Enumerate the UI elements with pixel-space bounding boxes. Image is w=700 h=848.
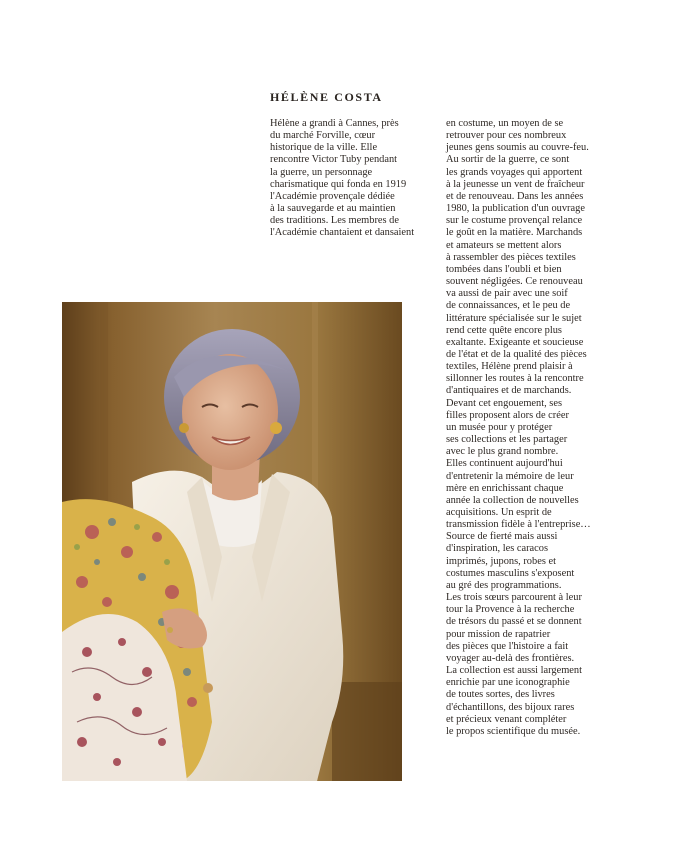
- text-line: avec le plus grand nombre.: [446, 446, 559, 458]
- text-line: costumes masculins s'exposent: [446, 567, 575, 579]
- text-line: et de renouveau. Dans les années: [446, 190, 584, 202]
- text-column-right: [446, 118, 646, 738]
- text-line: mère en enrichissant chaque: [446, 482, 564, 494]
- text-line: Devant cet engouement, ses: [446, 397, 562, 409]
- text-line: et amateurs se mettent alors: [446, 239, 562, 251]
- text-line: exaltante. Exigeante et soucieuse: [446, 336, 584, 348]
- text-line: en costume, un moyen de se: [446, 118, 564, 129]
- text-line: pour mission de rapatrier: [446, 628, 551, 640]
- text-line: charismatique qui fonda en 1919: [270, 178, 407, 190]
- text-line: des pièces que l'histoire a fait: [446, 640, 569, 652]
- text-line: sillonner les routes à la rencontre: [446, 373, 584, 385]
- text-line: souvent négligées. Ce renouveau: [446, 276, 583, 288]
- text-line: Elles continuent aujourd'hui: [446, 458, 563, 470]
- text-line: rend cette quête encore plus: [446, 324, 562, 336]
- text-line: Hélène a grandi à Cannes, près: [270, 118, 399, 129]
- text-line: La collection est aussi largement: [446, 665, 582, 677]
- text-line: de connaissances, et le peu de: [446, 300, 571, 312]
- portrait-photo: [62, 302, 402, 781]
- text-line: d'échantillons, des bijoux rares: [446, 701, 575, 713]
- text-line: le propos scientifique du musée.: [446, 725, 581, 737]
- text-line: à rassembler des pièces textiles: [446, 251, 576, 263]
- text-line: et précieux venant compléter: [446, 713, 567, 725]
- text-line: l'Académie provençale dédiée: [270, 190, 395, 202]
- text-line: imprimés, jupons, robes et: [446, 555, 556, 567]
- text-line: voyager au-delà des frontières.: [446, 652, 575, 664]
- text-line: rencontre Victor Tuby pendant: [270, 154, 398, 166]
- text-line: des traditions. Les membres de: [270, 215, 399, 227]
- text-line: filles proposent alors de créer: [446, 409, 569, 421]
- text-line: retrouver pour ces nombreux: [446, 130, 567, 142]
- text-line: jeunes gens soumis au couvre-feu.: [446, 142, 589, 154]
- text-line: enrichie par une iconographie: [446, 677, 570, 689]
- text-line: va aussi de pair avec une soif: [446, 288, 568, 300]
- text-line: Les trois sœurs parcourent à leur: [446, 592, 582, 604]
- text-line: d'entretenir la mémoire de leur: [446, 470, 574, 482]
- text-line: année la collection de nouvelles: [446, 494, 579, 506]
- text-line: le goût en la matière. Marchands: [446, 227, 583, 239]
- text-line: un musée pour y protéger: [446, 421, 553, 433]
- text-line: acquisitions. Un esprit de: [446, 507, 552, 518]
- text-line: 1980, la publication d'un ouvrage: [446, 203, 585, 215]
- text-line: de toutes sortes, des livres: [446, 689, 555, 701]
- text-line: historique de la ville. Elle: [270, 142, 378, 154]
- text-column-left: [270, 118, 435, 240]
- text-line: du marché Forville, cœur: [270, 130, 376, 142]
- text-line: Source de fierté mais aussi: [446, 531, 558, 543]
- text-line: au gré des programmations.: [446, 579, 562, 591]
- text-line: Au sortir de la guerre, ce sont: [446, 154, 570, 166]
- text-line: les grands voyages qui apportent: [446, 166, 583, 178]
- article-title: HÉLÈNE COSTA: [270, 90, 383, 104]
- text-line: la guerre, un personnage: [270, 166, 373, 178]
- text-line: textiles, Hélène prend plaisir à: [446, 361, 573, 373]
- text-line: de trésors du passé et se donnent: [446, 616, 582, 628]
- text-line: littérature spécialisée sur le sujet: [446, 312, 582, 324]
- text-line: tombées dans l'oubli et bien: [446, 263, 562, 275]
- text-line: à la jeunesse un vent de fraîcheur: [446, 178, 585, 190]
- text-line: d'inspiration, les caracos: [446, 543, 548, 555]
- text-line: d'antiquaires et de marchands.: [446, 385, 572, 397]
- text-line: de l'état et de la qualité des pièces: [446, 348, 587, 360]
- text-line: tour la Provence à la recherche: [446, 604, 575, 616]
- text-line: sur le costume provençal relance: [446, 215, 583, 227]
- text-line: à la sauvegarde et au maintien: [270, 203, 396, 215]
- text-line: ses collections et les partager: [446, 434, 568, 446]
- text-line: transmission fidèle à l'entreprise…: [446, 519, 591, 531]
- portrait-illustration: [62, 302, 402, 781]
- text-line: l'Académie chantaient et dansaient: [270, 227, 415, 239]
